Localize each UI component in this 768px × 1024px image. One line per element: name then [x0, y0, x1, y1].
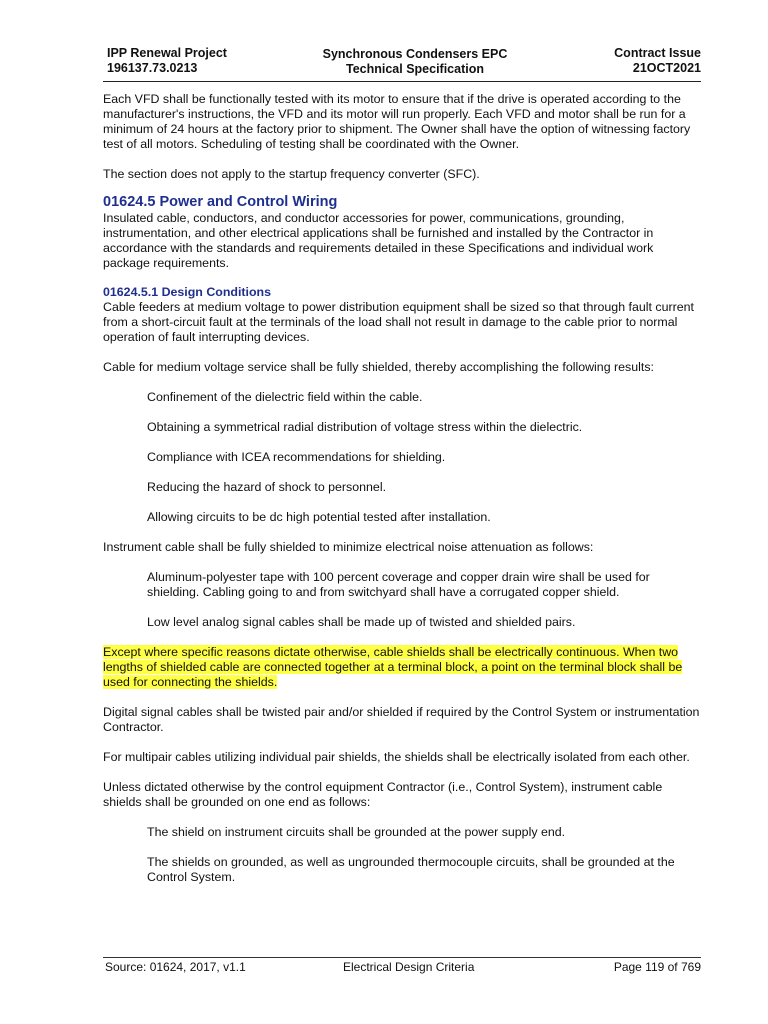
highlighted-text: Except where specific reasons dictate otherwise, cable shields shall be electrically continuous. When two lengths of shielded cable are connected together at a terminal block, a point on the terminal block shall be used for connecting the shields. [103, 645, 683, 689]
list-item: Low level analog signal cables shall be made up of twisted and shielded pairs. [147, 615, 576, 629]
section-heading: 01624.5 Power and Control Wiring [103, 194, 338, 210]
list-item: Reducing the hazard of shock to personnel. [147, 480, 387, 494]
paragraph-vfd-testing: Each VFD shall be functionally tested with its motor to ensure that if the drive is operated according to the manufacturer's instructions, the VFD and its motor will run properly. Each VFD and motor shall be run for a minimum of 24 hours at the factory prior to shipment. The Owner shall have the option of witnessing factory test of all motors. Scheduling of testing shall be coordinated with the Owner. [103, 92, 691, 151]
header-issue [614, 46, 701, 76]
header-document [305, 47, 525, 77]
paragraph-insulated-cable: Insulated cable, conductors, and conductor accessories for power, communications, grounding, instrumentation, and other electrical applications shall be furnished and installed by the Contractor in accordance with the standards and requirements detailed in these Specifications and individual work package requirements. [103, 211, 654, 270]
document-title: Synchronous Condensers EPC [322, 47, 508, 61]
page-header [103, 45, 701, 82]
list-item: Obtaining a symmetrical radial distribution of voltage stress within the dielectric. [147, 420, 583, 434]
page-body [103, 92, 703, 885]
list-item: Allowing circuits to be dc high potential tested after installation. [147, 510, 491, 524]
paragraph-digital-cables: Digital signal cables shall be twisted pair and/or shielded if required by the Control System or instrumentation Contractor. [103, 705, 700, 734]
paragraph-cable-feeders: Cable feeders at medium voltage to power distribution equipment shall be sized so that through fault current from a short-circuit fault at the terminals of the load shall not result in damage to the cable prior to normal operation of fault interrupting devices. [103, 300, 694, 344]
list-item: The shields on grounded, as well as ungrounded thermocouple circuits, shall be grounded at the Control System. [147, 855, 675, 884]
list-item: Compliance with ICEA recommendations for shielding. [147, 450, 446, 464]
project-number: 196137.73.0213 [107, 61, 198, 75]
subsection-heading: 01624.5.1 Design Conditions [103, 285, 272, 299]
issue-date: 21OCT2021 [632, 61, 701, 75]
paragraph-sfc-note: The section does not apply to the startup frequency converter (SFC). [103, 167, 480, 181]
list-item: Confinement of the dielectric field within the cable. [147, 390, 423, 404]
issue-label: Contract Issue [614, 46, 701, 60]
highlighted-paragraph [103, 645, 703, 690]
paragraph-mv-cable: Cable for medium voltage service shall be fully shielded, thereby accomplishing the following results: [103, 360, 654, 374]
paragraph-shield-grounding: Unless dictated otherwise by the control equipment Contractor (i.e., Control System), instrument cable shields shall be grounded on one end as follows: [103, 780, 663, 809]
list-item: Aluminum-polyester tape with 100 percent coverage and copper drain wire shall be used for shielding. Cabling going to and from switchyard shall have a corrugated copper shield. [147, 570, 650, 599]
page-footer [103, 957, 701, 974]
header-project [107, 46, 227, 76]
document-subtitle: Technical Specification [345, 62, 484, 76]
paragraph-multipair: For multipair cables utilizing individual pair shields, the shields shall be electrically isolated from each other. [103, 750, 690, 764]
paragraph-instrument-cable: Instrument cable shall be fully shielded to minimize electrical noise attenuation as follows: [103, 540, 594, 554]
project-name: IPP Renewal Project [107, 46, 227, 60]
list-item: The shield on instrument circuits shall be grounded at the power supply end. [147, 825, 566, 839]
footer-source: Source: 01624, 2017, v1.1 [105, 960, 246, 974]
page-number: Page 119 of 769 [613, 960, 701, 974]
footer-title: Electrical Design Criteria [343, 960, 475, 974]
